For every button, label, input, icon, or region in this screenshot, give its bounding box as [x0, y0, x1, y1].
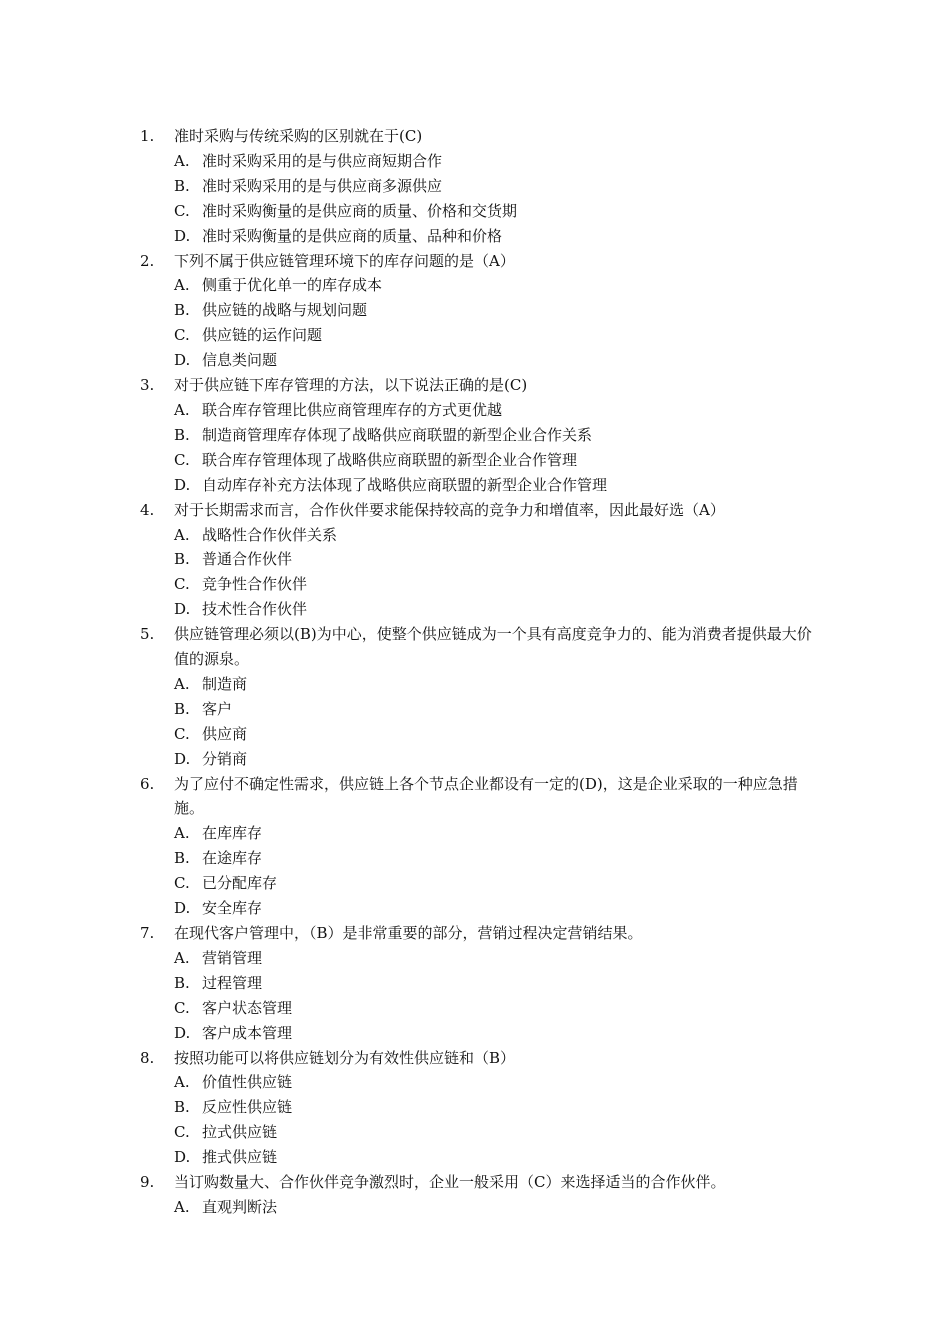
answer-option — [140, 672, 820, 697]
answer-option — [140, 473, 820, 498]
question-text: 当订购数量大、合作伙伴竞争激烈时，企业一般采用（C）来选择适当的合作伙伴。 — [174, 1173, 726, 1192]
option-text: 战略性合作伙伴关系 — [202, 525, 338, 544]
option-letter: A. — [174, 1197, 190, 1216]
option-letter: B. — [174, 550, 190, 569]
option-text: 技术性合作伙伴 — [202, 600, 308, 619]
question-text: 为了应付不确定性需求，供应链上各个节点企业都设有一定的(D)，这是企业采取的一种应急措施。 — [174, 774, 798, 818]
option-text: 自动库存补充方法体现了战略供应商联盟的新型企业合作管理 — [202, 475, 608, 494]
option-text: 制造商管理库存体现了战略供应商联盟的新型企业合作关系 — [202, 425, 593, 444]
option-letter: C. — [174, 874, 190, 893]
option-letter: D. — [174, 475, 191, 494]
option-letter: D. — [174, 1148, 191, 1167]
option-text: 直观判断法 — [202, 1197, 278, 1216]
question-item — [140, 249, 820, 374]
option-text: 安全库存 — [202, 899, 263, 918]
option-text: 营销管理 — [202, 948, 263, 967]
question-stem — [140, 1170, 820, 1195]
option-letter: D. — [174, 351, 191, 370]
question-item — [140, 622, 820, 771]
question-item — [140, 772, 820, 921]
option-text: 供应链的战略与规划问题 — [202, 301, 368, 320]
option-text: 推式供应链 — [202, 1148, 278, 1167]
answer-option — [140, 946, 820, 971]
option-letter: C. — [174, 998, 190, 1017]
question-number: 1. — [140, 127, 155, 145]
question-item — [140, 373, 820, 498]
option-text: 制造商 — [202, 674, 248, 693]
option-letter: C. — [174, 326, 190, 345]
question-item — [140, 1046, 820, 1171]
answer-option — [140, 1095, 820, 1120]
option-text: 拉式供应链 — [202, 1123, 278, 1142]
question-text: 按照功能可以将供应链划分为有效性供应链和（B） — [174, 1048, 516, 1067]
option-letter: C. — [174, 201, 190, 220]
option-letter: C. — [174, 450, 190, 469]
answer-option — [140, 298, 820, 323]
answer-option — [140, 996, 820, 1021]
option-letter: C. — [174, 724, 190, 743]
answer-option — [140, 1070, 820, 1095]
question-text: 准时采购与传统采购的区别就在于(C) — [174, 127, 423, 145]
question-number: 8. — [140, 1048, 155, 1067]
question-number: 9. — [140, 1173, 155, 1192]
question-item — [140, 921, 820, 1046]
answer-option — [140, 697, 820, 722]
answer-option — [140, 846, 820, 871]
option-text: 准时采购衡量的是供应商的质量、品种和价格 — [202, 226, 503, 245]
option-text: 已分配库存 — [202, 874, 278, 893]
option-letter: D. — [174, 749, 191, 768]
option-text: 准时采购采用的是与供应商短期合作 — [202, 151, 443, 170]
option-text: 在库库存 — [202, 824, 263, 843]
option-text: 普通合作伙伴 — [202, 550, 293, 569]
answer-option — [140, 423, 820, 448]
answer-option — [140, 149, 820, 174]
question-text: 供应链管理必须以(B)为中心，使整个供应链成为一个具有高度竞争力的、能为消费者提供最大价值的源泉。 — [174, 625, 812, 669]
option-text: 客户 — [202, 699, 233, 718]
answer-option — [140, 174, 820, 199]
option-letter: B. — [174, 699, 190, 718]
option-letter: A. — [174, 400, 190, 419]
option-letter: A. — [174, 674, 190, 693]
question-text: 下列不属于供应链管理环境下的库存问题的是（A） — [174, 251, 515, 270]
option-text: 供应商 — [202, 724, 248, 743]
question-stem — [140, 373, 820, 398]
option-letter: D. — [174, 600, 191, 619]
question-stem — [140, 772, 820, 822]
option-text: 侧重于优化单一的库存成本 — [202, 276, 383, 295]
answer-option — [140, 896, 820, 921]
question-item — [140, 498, 820, 623]
question-stem — [140, 498, 820, 523]
question-text: 在现代客户管理中，（B）是非常重要的部分，营销过程决定营销结果。 — [174, 924, 643, 942]
answer-option — [140, 398, 820, 423]
question-item — [140, 124, 820, 249]
option-text: 客户成本管理 — [202, 1023, 293, 1042]
question-list — [140, 124, 820, 1220]
question-number: 4. — [140, 500, 155, 519]
question-item — [140, 1170, 820, 1220]
answer-option — [140, 348, 820, 373]
answer-option — [140, 1120, 820, 1145]
option-letter: A. — [174, 1073, 190, 1092]
option-letter: B. — [174, 425, 190, 444]
question-stem — [140, 249, 820, 274]
question-number: 7. — [140, 924, 155, 942]
option-letter: B. — [174, 176, 190, 195]
option-text: 分销商 — [202, 749, 248, 768]
question-number: 2. — [140, 251, 155, 270]
option-letter: D. — [174, 226, 191, 245]
option-letter: B. — [174, 849, 190, 868]
option-letter: A. — [174, 824, 190, 843]
answer-option — [140, 448, 820, 473]
answer-option — [140, 572, 820, 597]
option-text: 反应性供应链 — [202, 1098, 293, 1117]
answer-option — [140, 597, 820, 622]
question-number: 6. — [140, 774, 155, 793]
question-stem — [140, 1046, 820, 1071]
option-text: 信息类问题 — [202, 351, 278, 370]
option-letter: A. — [174, 276, 190, 295]
option-letter: C. — [174, 575, 190, 594]
option-text: 客户状态管理 — [202, 998, 293, 1017]
question-text: 对于供应链下库存管理的方法，以下说法正确的是(C) — [174, 376, 528, 395]
option-text: 过程管理 — [202, 973, 263, 992]
option-text: 准时采购采用的是与供应商多源供应 — [202, 176, 443, 195]
option-letter: A. — [174, 948, 190, 967]
option-text: 联合库存管理比供应商管理库存的方式更优越 — [202, 400, 503, 419]
question-stem — [140, 622, 820, 672]
answer-option — [140, 722, 820, 747]
answer-option — [140, 547, 820, 572]
answer-option — [140, 871, 820, 896]
option-text: 竞争性合作伙伴 — [202, 575, 308, 594]
answer-option — [140, 273, 820, 298]
question-number: 5. — [140, 625, 155, 644]
answer-option — [140, 1021, 820, 1046]
answer-option — [140, 523, 820, 548]
answer-option — [140, 747, 820, 772]
answer-option — [140, 971, 820, 996]
option-letter: D. — [174, 899, 191, 918]
option-text: 联合库存管理体现了战略供应商联盟的新型企业合作管理 — [202, 450, 578, 469]
question-text: 对于长期需求而言，合作伙伴要求能保持较高的竞争力和增值率，因此最好选（A） — [174, 500, 725, 519]
question-stem — [140, 124, 820, 149]
option-letter: C. — [174, 1123, 190, 1142]
answer-option — [140, 323, 820, 348]
option-text: 准时采购衡量的是供应商的质量、价格和交货期 — [202, 201, 518, 220]
option-letter: D. — [174, 1023, 191, 1042]
option-letter: B. — [174, 301, 190, 320]
question-stem — [140, 921, 820, 946]
answer-option — [140, 1195, 820, 1220]
answer-option — [140, 821, 820, 846]
option-letter: A. — [174, 151, 190, 170]
answer-option — [140, 199, 820, 224]
option-text: 在途库存 — [202, 849, 263, 868]
answer-option — [140, 1145, 820, 1170]
option-letter: B. — [174, 973, 190, 992]
answer-option — [140, 224, 820, 249]
option-text: 供应链的运作问题 — [202, 326, 323, 345]
question-number: 3. — [140, 376, 155, 395]
option-letter: A. — [174, 525, 190, 544]
option-letter: B. — [174, 1098, 190, 1117]
option-text: 价值性供应链 — [202, 1073, 293, 1092]
